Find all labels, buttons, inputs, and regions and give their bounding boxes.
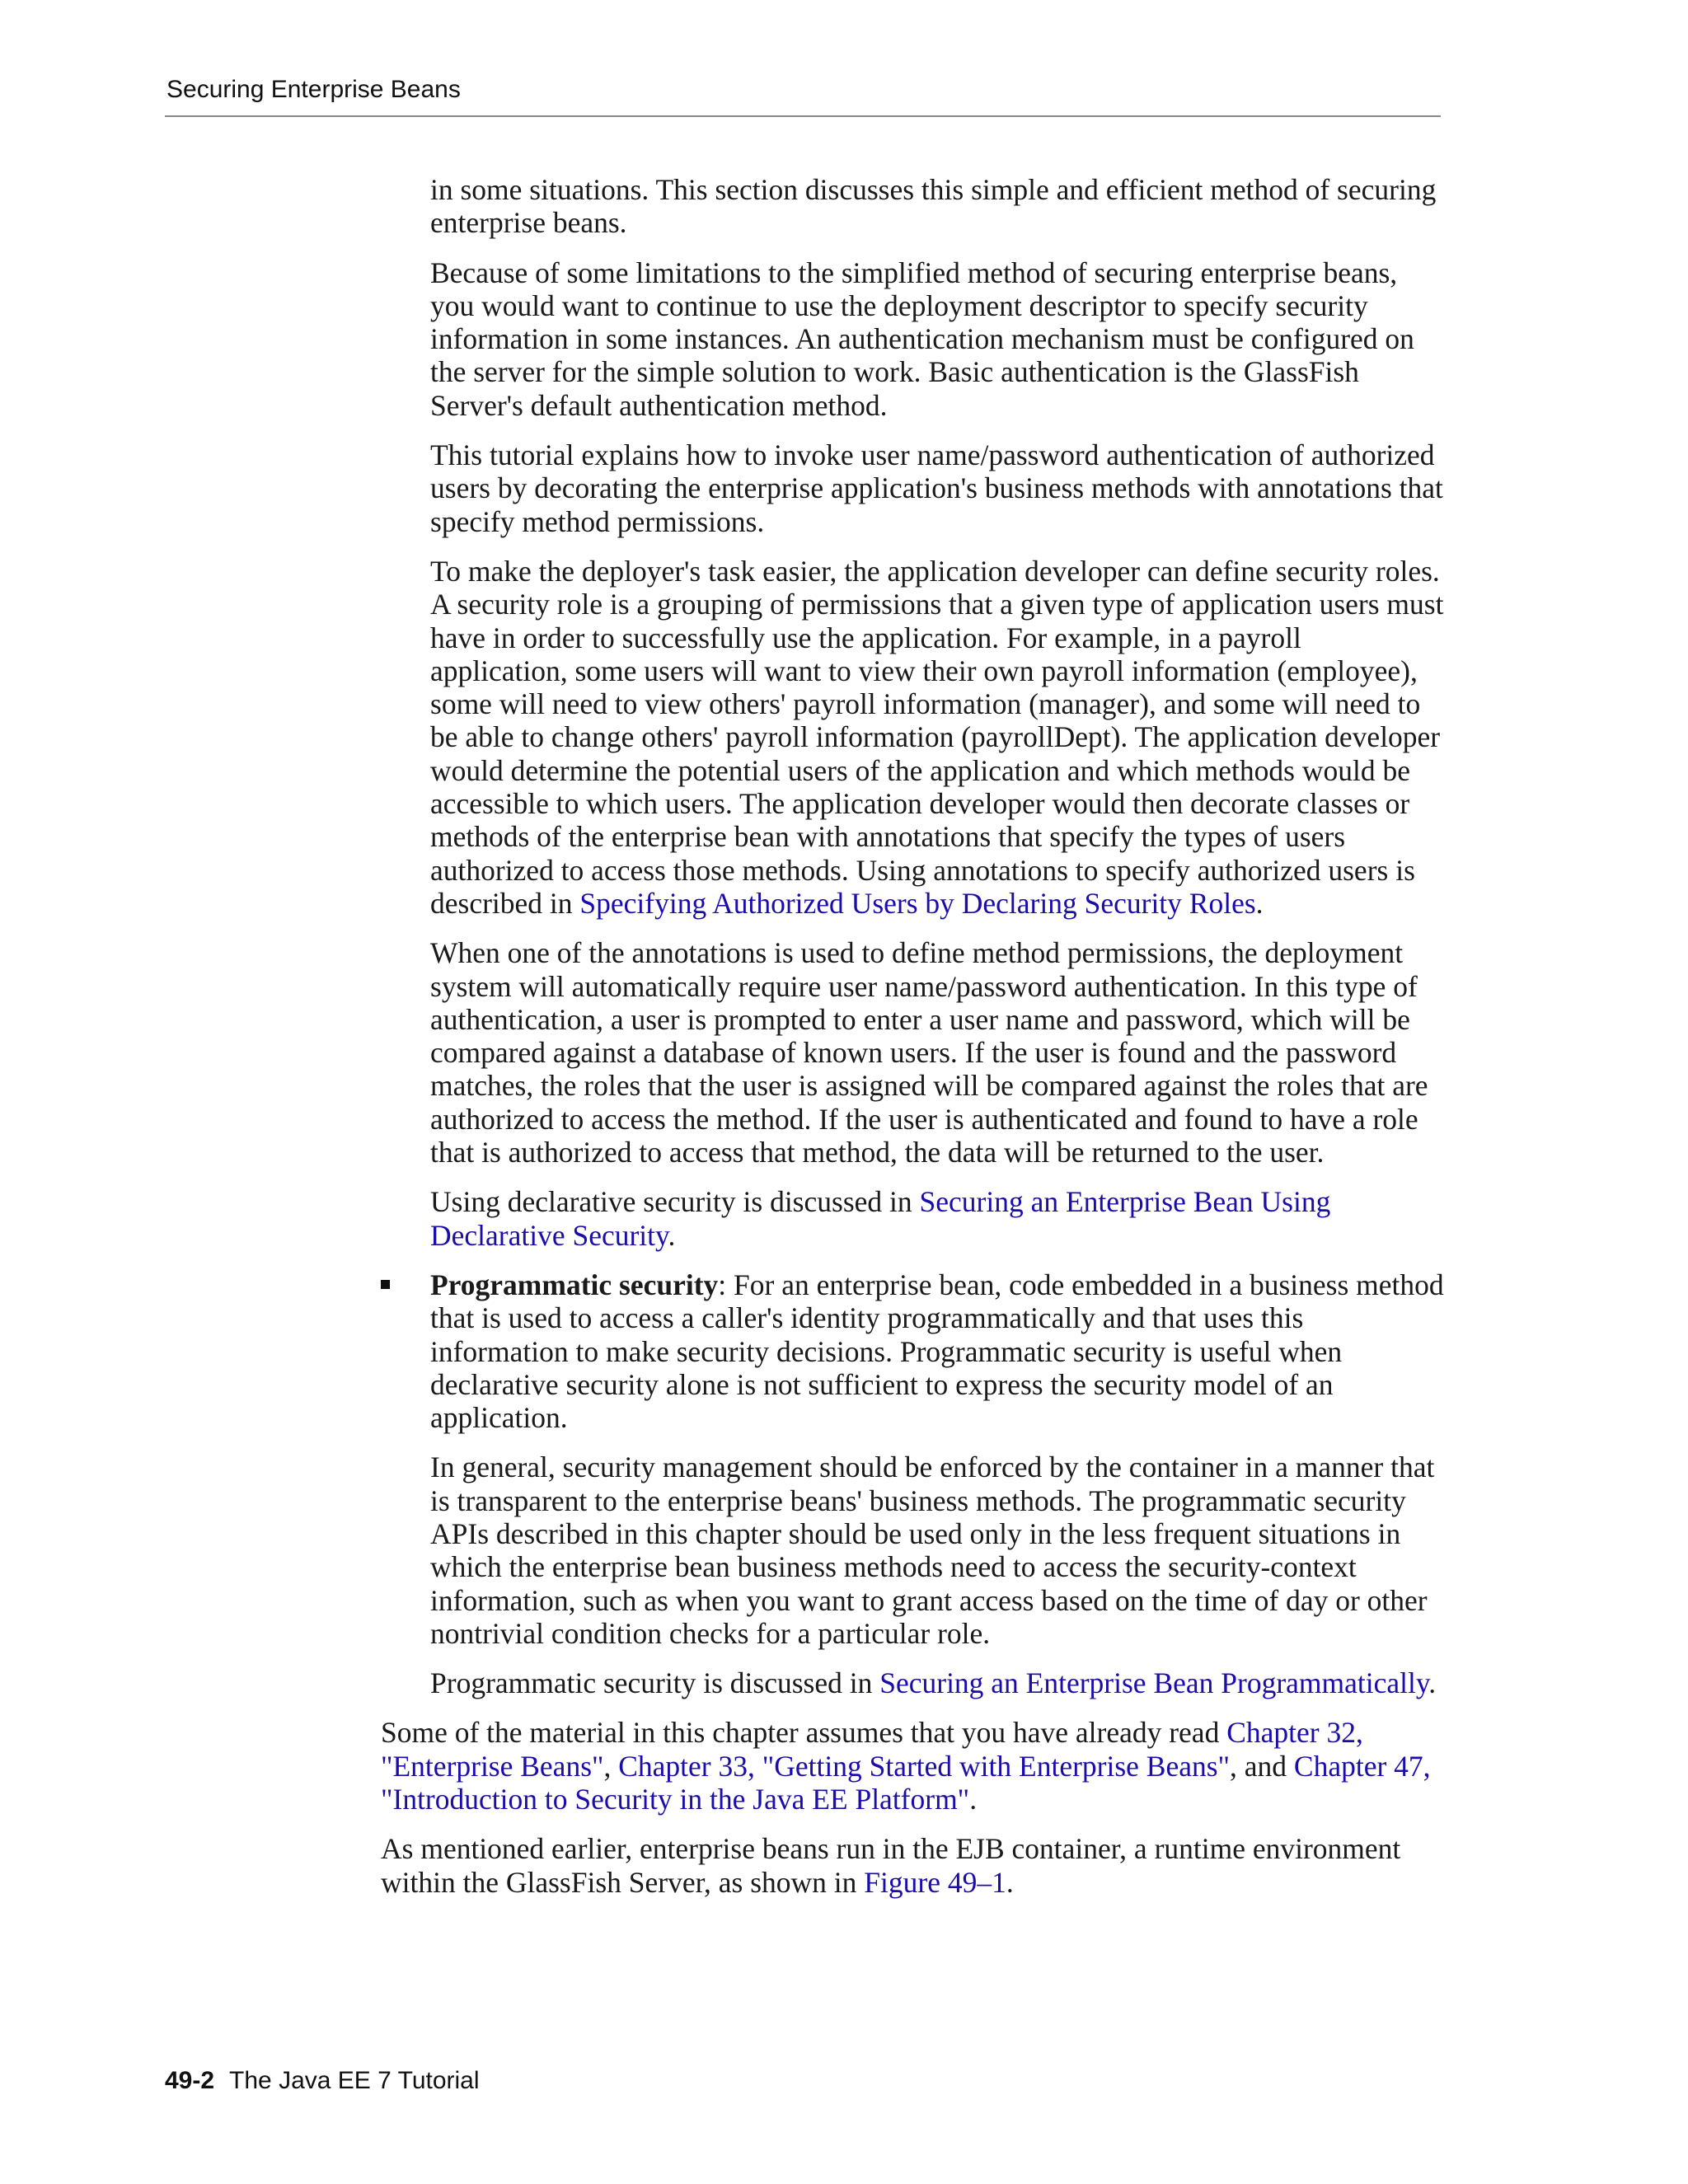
paragraph [381,1716,1444,1816]
page-number: 49-2 [165,2067,215,2094]
bullet-term: Programmatic security [430,1268,719,1301]
link-programmatic-security[interactable]: Securing an Enterprise Bean Programmatically [879,1666,1429,1700]
header-divider [165,115,1441,117]
link-chapter-33[interactable]: Chapter 33, "Getting Started with Enterprise Beans" [618,1749,1231,1783]
paragraph [430,1185,1444,1252]
paragraph [430,555,1444,920]
paragraph: This tutorial explains how to invoke user name/password authentication of authorized users by decorating the enterprise application's business methods with annotations that specify method permissions. [430,438,1443,538]
page-footer [165,2067,480,2095]
punctuation: . [969,1783,978,1816]
paragraph: Because of some limitations to the simplified method of securing enterprise beans, you would want to continue to use the deployment descriptor to specify security information in some instances. An authentication mechanism must be configured on the server for the simple solution to work. Basic authentication is the GlassFish Server's default authentication method. [430,255,1414,422]
separator: , and [1230,1749,1294,1783]
paragraph: In general, security management should be enforced by the container in a manner that is transparent to the enterprise beans' business methods. The programmatic security APIs described in this chapter should be used only in the less frequent situations in which the enterprise bean business methods need to access the security-context information, such as when you want to grant access based on the time of day or other nontrivial condition checks for a particular role. [430,1451,1435,1650]
page-body [381,173,1444,1915]
paragraph-text: Programmatic security is discussed in [430,1666,880,1700]
punctuation: . [1006,1865,1014,1899]
paragraph: When one of the annotations is used to define method permissions, the deployment system will automatically require user name/password authentication. In this type of authentication, a user is prompted to enter a user name and password, which will be compared against a database of known users. If the user is found and the password matches, the roles that the user is assigned will be compared against the roles that are authorized to access the method. If the user is authenticated and found to have a role that is authorized to access that method, the data will be returned to the user. [430,936,1428,1169]
link-figure-49-1[interactable]: Figure 49–1 [864,1865,1006,1899]
book-title: The Java EE 7 Tutorial [229,2067,480,2094]
link-declarative-security[interactable]: Securing an Enterprise Bean Using Declarative Security [430,1185,1331,1252]
link-specifying-authorized-users[interactable]: Specifying Authorized Users by Declaring Security Roles [579,886,1256,920]
declarative-section [430,173,1444,1252]
paragraph [430,1666,1444,1699]
paragraph [381,1832,1444,1899]
paragraph-text: Using declarative security is discussed in [430,1185,920,1219]
link-chapter-32[interactable]: Chapter 32, "Enterprise Beans" [381,1716,1363,1783]
punctuation: . [1428,1666,1437,1700]
bullet-text: : For an enterprise bean, code embedded in a business method that is used to access a caller's identity programmatically and that uses this information to make security decisions. Programmatic security is useful when declarative security alone is not sufficient to express the security model of an application. [430,1268,1444,1435]
paragraph [430,1268,1444,1434]
bullet-square-icon [381,1280,390,1289]
running-header: Securing Enterprise Beans [166,76,461,103]
paragraph: in some situations. This section discusses this simple and efficient method of securing enterprise beans. [430,173,1437,240]
separator: , [603,1749,619,1783]
link-chapter-47[interactable]: Chapter 47, "Introduction to Security in the Java EE Platform" [381,1749,1431,1816]
paragraph-text: Some of the material in this chapter assumes that you have already read [381,1716,1227,1750]
paragraph-text: To make the deployer's task easier, the application developer can define security roles. A security role is a grouping of permissions that a given type of application users must have in order to successfully use the application. For example, in a payroll application, some users will want to view their own payroll information (employee), some will need to view others' payroll information (manager), and some will need to be able to change others' payroll information (payrollDept). The application developer would determine the potential users of the application and which methods would be accessible to which users. The application developer would then decorate classes or methods of the enterprise bean with annotations that specify the types of users authorized to access those methods. Using annotations to specify authorized users is described in [430,554,1444,920]
paragraph-text: As mentioned earlier, enterprise beans run in the EJB container, a runtime environment within the GlassFish Server, as shown in [381,1832,1401,1899]
list-item-programmatic-security [381,1268,1444,1700]
punctuation: . [668,1218,676,1252]
punctuation: . [1255,886,1264,920]
